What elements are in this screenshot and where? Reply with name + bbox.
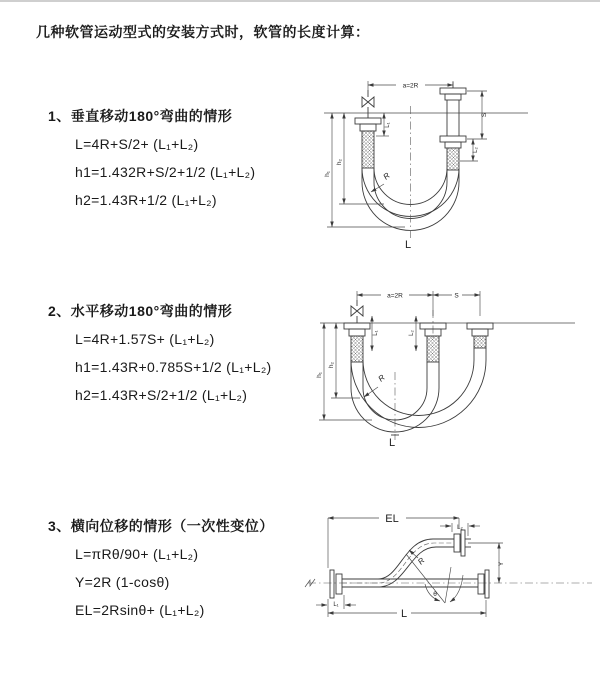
length-label: L <box>400 608 408 620</box>
dimensions <box>316 290 480 449</box>
left-flange <box>330 570 342 598</box>
dim-s-label: S <box>481 112 488 118</box>
dim-l2-label: L₂ <box>457 525 463 531</box>
length-label: L <box>389 437 396 449</box>
diagram-vertical-180-bend <box>310 70 600 260</box>
page-title: 几种软管运动型式的安装方式时，软管的长度计算： <box>36 24 370 40</box>
valve-icon <box>362 90 374 118</box>
dim-h1-label: h₁ <box>316 372 323 378</box>
position2-pipe-fitting <box>467 291 493 348</box>
dim-y-label: Y <box>498 561 505 567</box>
section-lateral-displacement <box>48 516 274 624</box>
displaced-flange <box>454 530 465 556</box>
dim-l1-label: L₁ <box>385 122 391 128</box>
valve-icon <box>351 300 363 323</box>
dim-l2-label: L₂ <box>473 147 479 153</box>
formula: L=4R+S/2+ (L₁+L₂) <box>75 136 199 152</box>
radius-label: R <box>416 555 427 567</box>
section-heading: 1、垂直移动180°弯曲的情形 <box>48 108 233 124</box>
length-label: L <box>405 239 412 251</box>
radius-label: R <box>376 372 387 384</box>
left-pipe-fitting <box>355 118 381 168</box>
diagram-horizontal-180-bend <box>310 280 600 460</box>
dim-h2-label: h₂ <box>336 158 343 166</box>
right-pipe-fitting <box>440 82 466 170</box>
formula: L=πRθ/90+ (L₁+L₂) <box>75 546 199 562</box>
section-horizontal-movement <box>48 301 272 409</box>
dim-l1-label: L₁ <box>373 330 379 336</box>
formula: h1=1.43R+0.785S+1/2 (L₁+L₂) <box>75 359 272 375</box>
section-heading: 2、水平移动180°弯曲的情形 <box>48 303 233 319</box>
dimensions <box>324 80 488 251</box>
dim-s-label: S <box>454 292 459 300</box>
displaced-hose <box>342 539 471 587</box>
angle-theta-label: θ <box>433 591 437 598</box>
dim-span-label: a=2R <box>402 82 419 90</box>
formula: L=4R+1.57S+ (L₁+L₂) <box>75 331 215 347</box>
radius-label: R <box>381 170 392 182</box>
angle-construction <box>406 554 463 603</box>
dim-el-label: EL <box>385 513 399 525</box>
formula: h2=1.43R+1/2 (L₁+L₂) <box>75 192 217 208</box>
dim-l2-label: L₂ <box>409 330 415 336</box>
dimensions <box>316 512 505 620</box>
fixed-pipe-fitting <box>344 323 370 362</box>
dim-l1-label: L₁ <box>333 602 339 608</box>
diagram-lateral-displacement <box>300 498 600 643</box>
formula: h1=1.432R+S/2+1/2 (L₁+L₂) <box>75 164 256 180</box>
page-top-rule <box>0 0 600 2</box>
formula: h2=1.43R+S/2+1/2 (L₁+L₂) <box>75 387 248 403</box>
formula: Y=2R (1-cosθ) <box>75 574 170 590</box>
formula: EL=2Rsinθ+ (L₁+L₂) <box>75 602 205 618</box>
dim-span-label: a=2R <box>387 292 403 300</box>
dim-h1-label: h₁ <box>324 171 331 177</box>
original-position-flange <box>478 570 489 598</box>
section-heading: 3、横向位移的情形（一次性变位） <box>48 518 274 534</box>
section-vertical-movement <box>48 106 255 214</box>
dim-h2-label: h₂ <box>328 361 335 369</box>
